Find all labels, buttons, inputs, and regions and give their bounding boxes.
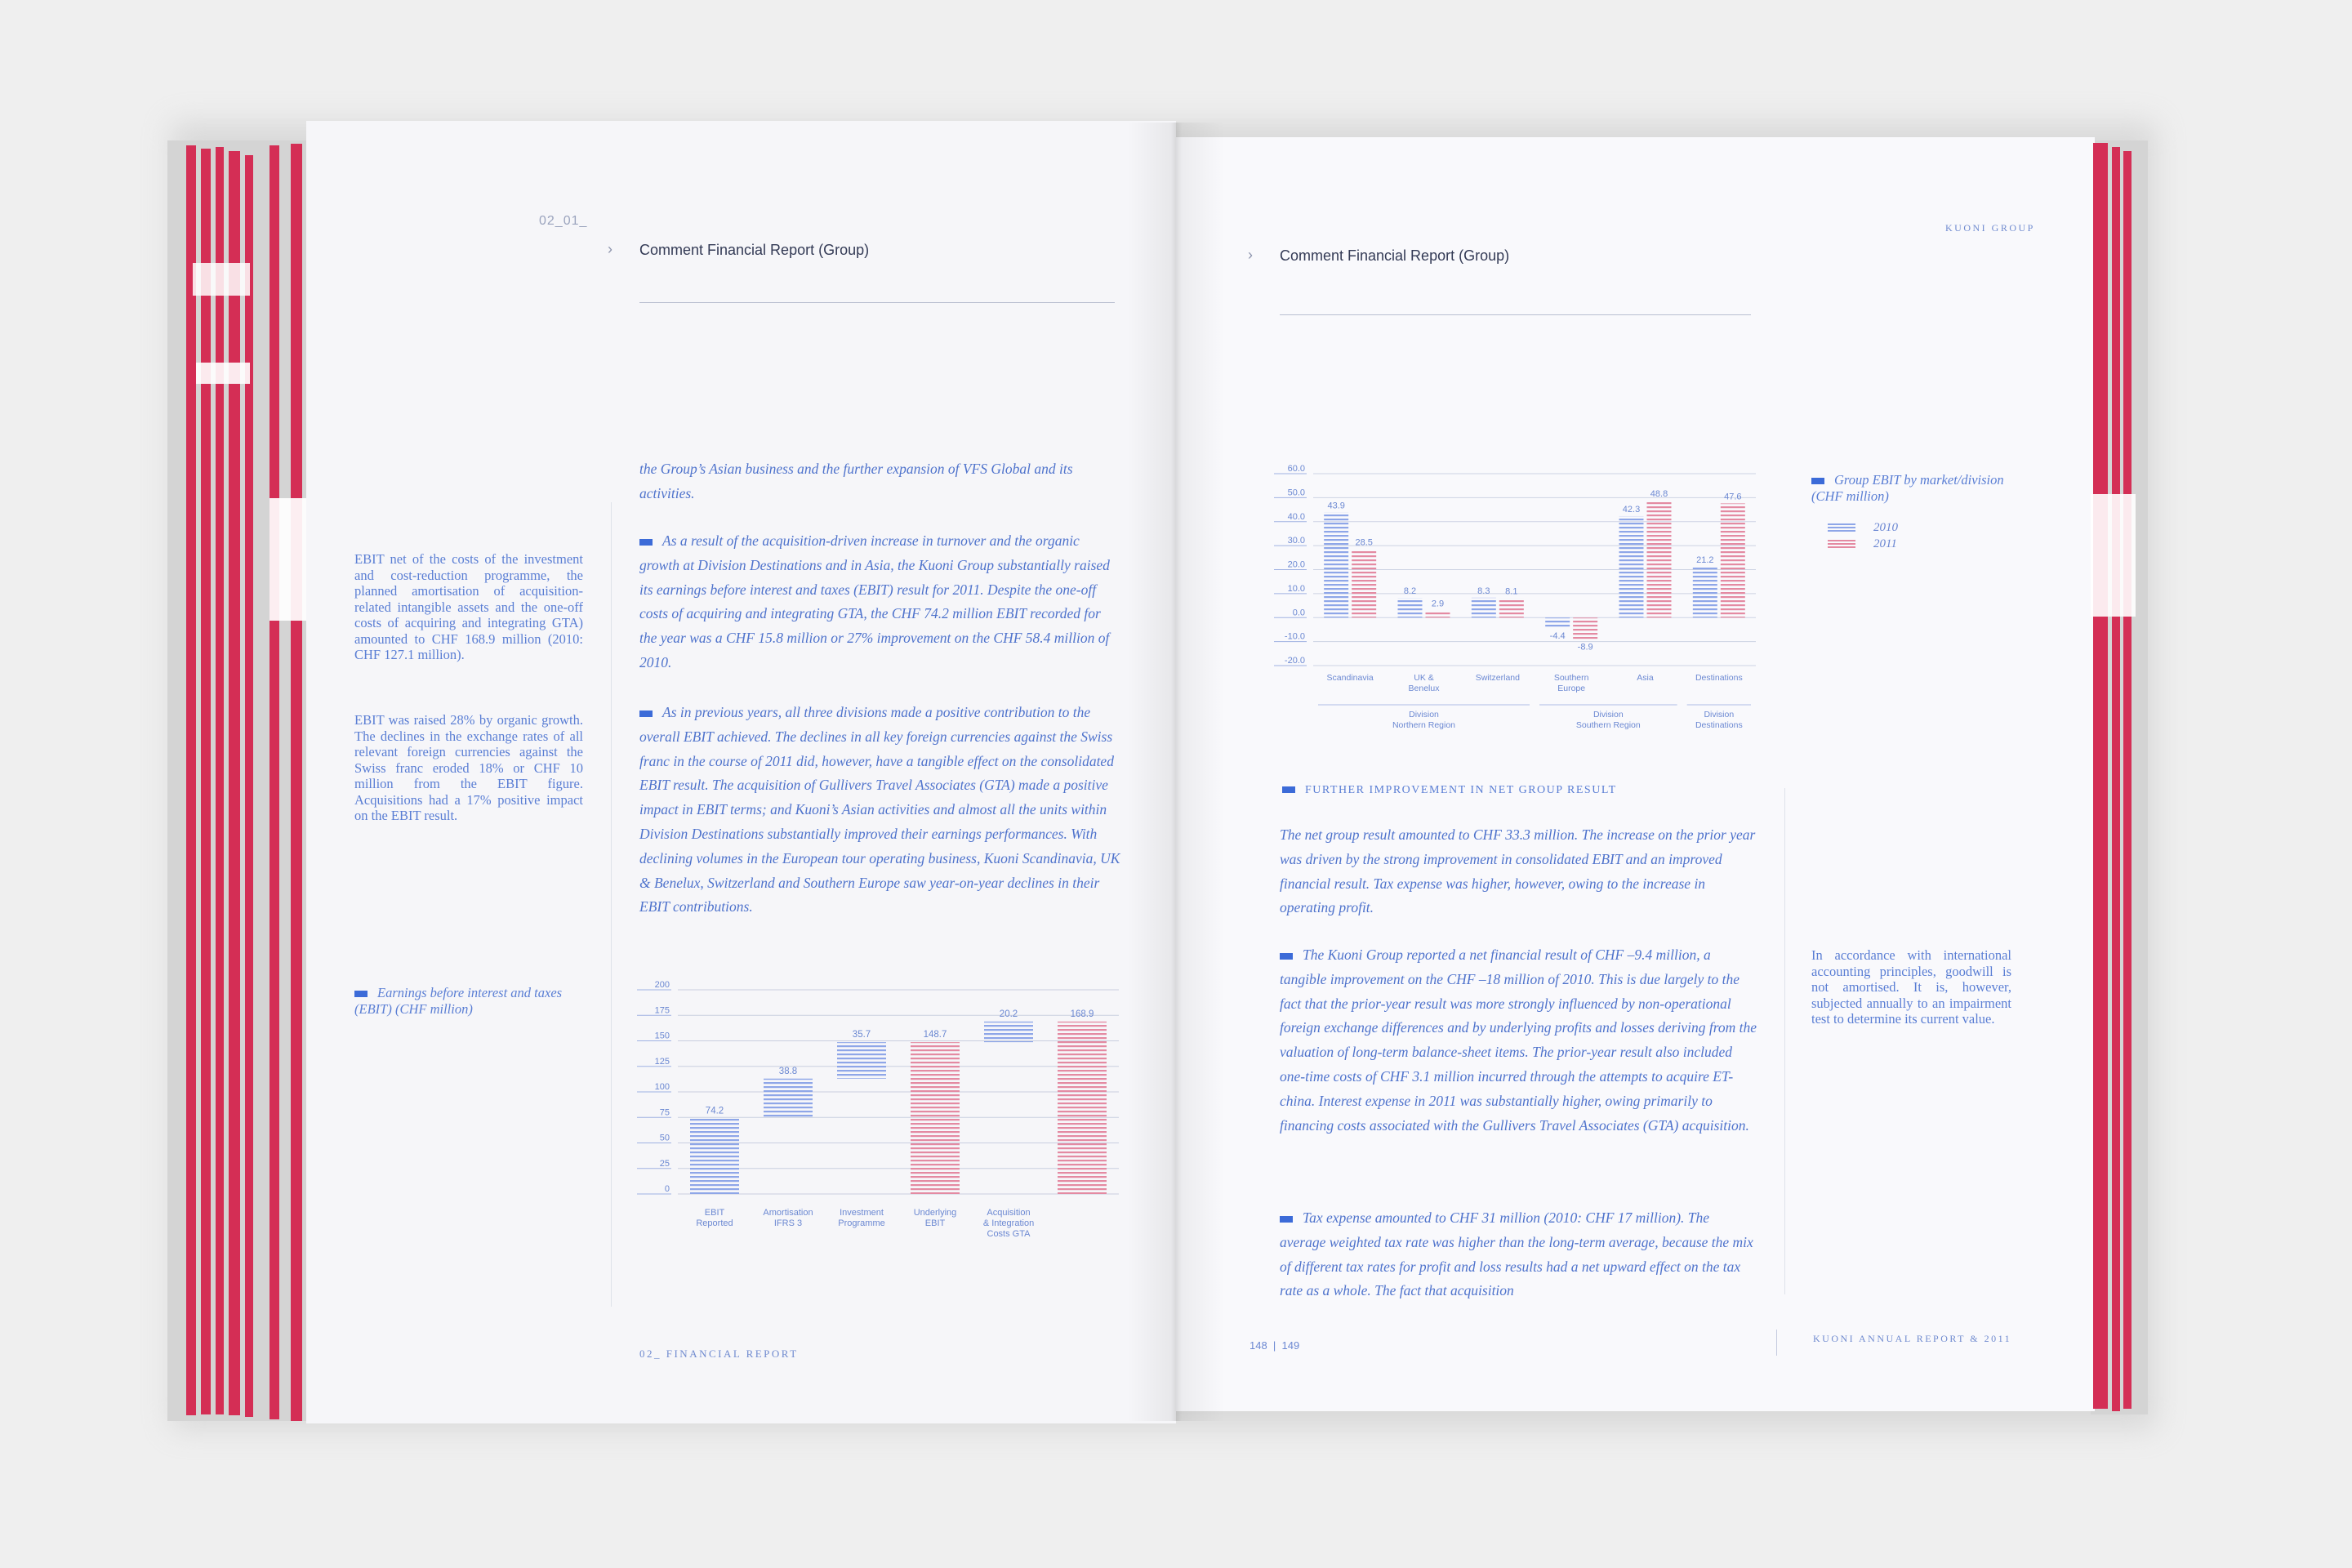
para-marker (1280, 953, 1293, 960)
bar-value-label: 74.2 (705, 1106, 724, 1116)
category-label: Benelux (1408, 684, 1440, 693)
bar-value-label: -8.9 (1577, 642, 1593, 653)
y-tick-label: 75 (659, 1107, 670, 1118)
bar-value-label: 47.6 (1724, 492, 1742, 502)
category-label: Investment (840, 1208, 884, 1218)
market-chart-caption (1811, 472, 2016, 504)
left-header-rule (639, 302, 1115, 303)
y-tick-label: 60.0 (1287, 464, 1305, 474)
y-tick-label: 25 (659, 1158, 670, 1169)
bar-value-label: 38.8 (778, 1066, 798, 1076)
y-tick-label: 50.0 (1287, 488, 1305, 498)
category-label: Europe (1557, 684, 1586, 693)
y-tick-label: -20.0 (1284, 656, 1305, 666)
side-note-ebit-net: EBIT net of the costs of the investment and cost-reduction programme, the planned amortisation of acquisition-related intangible assets and the one-off costs of acquiring and integrating GTA) amounted to CHF 168.9 million (2010: CHF 127.1 million). (354, 551, 583, 662)
category-label: EBIT (924, 1218, 946, 1228)
group-label: Southern Region (1575, 720, 1641, 730)
bar-value-label: 148.7 (923, 1030, 947, 1040)
legend-2010: 2010 (1873, 520, 1898, 534)
bar (1545, 617, 1570, 628)
footer-divider (1776, 1330, 1777, 1356)
bar-value-label: 21.2 (1696, 555, 1714, 565)
bar-value-label: 28.5 (1355, 537, 1373, 548)
bar-value-label: 8.3 (1477, 586, 1490, 596)
group-label: Division (1704, 710, 1735, 719)
group-label: Division (1592, 710, 1624, 719)
bar-value-label: 8.1 (1505, 586, 1518, 597)
bar-value-label: 168.9 (1070, 1009, 1094, 1019)
category-label: Southern (1553, 673, 1589, 683)
category-label: UK & (1414, 673, 1434, 683)
caption-marker (1811, 478, 1824, 484)
bar-value-label: -4.4 (1549, 631, 1566, 642)
bar (1647, 501, 1672, 617)
category-label: Switzerland (1475, 673, 1520, 683)
left-para-2-text: As a result of the acquisition-driven increase in turnover and the organic growth at Division Destinations and in Asia, the Kuoni Group substantially raised its earnings before interest and taxes (EBIT) result for 2011. Despite the one-off costs of acquiring and integrating GTA, the CHF 74.2 million EBIT recorded for the year was a CHF 15.8 million or 27% improvement on the CHF 58.4 million of 2010. (639, 532, 1110, 670)
category-label: EBIT (704, 1208, 725, 1218)
bar (1721, 503, 1745, 617)
y-tick-label: 20.0 (1287, 559, 1305, 570)
bar (1426, 611, 1450, 618)
caption-marker (354, 991, 368, 997)
category-label: Underlying (913, 1208, 957, 1218)
bar-value-label: 35.7 (852, 1030, 871, 1040)
bar-value-label: 2.9 (1431, 599, 1445, 609)
left-column-rule (611, 502, 612, 1307)
market-chart-caption-text: Group EBIT by market/division (CHF million) (1811, 472, 2004, 504)
category-label: Scandinavia (1326, 673, 1374, 683)
bar-value-label: 20.2 (999, 1009, 1018, 1019)
bar (837, 1042, 886, 1079)
y-tick-label: 0.0 (1292, 608, 1305, 618)
y-tick-label: 100 (654, 1082, 670, 1092)
bar (1324, 512, 1348, 617)
right-para-2-text: The Kuoni Group reported a net financial result of CHF –9.4 million, a tangible improvement on the CHF –18 million of 2010. This is due largely to the fact that the prior-year result was more strongly influenced by non-operational foreign exchange differences and by underlying profits and losses deriving from the valuation of long-term balance-sheet items. The prior-year result also included one-time costs of CHF 3.1 million incurred through the attempts to acquire ET-china. Interest expense in 2011 was substantially higher, owing primarily to financing costs associated with the Gullivers Travel Associates (GTA) acquisition. (1280, 947, 1757, 1134)
category-label: Amortisation (763, 1208, 813, 1218)
bar-value-label: 42.3 (1622, 504, 1641, 514)
legend-2011: 2011 (1873, 537, 1897, 550)
side-note-ebit-growth: EBIT was raised 28% by organic growth. The declines in the exchange rates of all relevant foreign currencies against the Swiss franc eroded 18% or CHF 10 million from the EBIT figure. Acquisitions had a 17% positive impact on the EBIT result. (354, 712, 583, 823)
right-para-3 (1280, 1206, 1757, 1303)
bar (911, 1042, 960, 1194)
category-label: Destinations (1695, 673, 1743, 683)
section-number: 02_01_ (539, 214, 588, 228)
y-tick-label: 125 (654, 1056, 670, 1067)
para-marker (639, 710, 653, 717)
bar (764, 1079, 813, 1119)
bar (984, 1022, 1033, 1042)
section-heading (1282, 781, 1617, 797)
para-marker (639, 539, 653, 546)
y-tick-label: 0 (664, 1184, 670, 1194)
category-label: Programme (838, 1218, 885, 1228)
bar-value-label: 8.2 (1403, 586, 1417, 597)
category-label: Costs GTA (987, 1229, 1031, 1239)
left-para-3-text: As in previous years, all three divisions made a positive contribution to the overall EBIT achieved. The declines in all key foreign currencies against the Swiss franc in the course of 2011 did, however, have a tangible effect on the consolidated EBIT result. The acquisition of Gullivers Travel Associates (GTA) made a positive impact in EBIT terms; and Kuoni’s Asian activities and almost all the units within Division Destinations substantially improved their earnings performances. With declining volumes in the European tour operating business, Kuoni Scandinavia, UK & Benelux, Switzerland and Southern Europe saw year-on-year declines in their EBIT contributions. (639, 704, 1120, 915)
y-tick-label: 50 (659, 1133, 670, 1143)
market-ebit-chart (1274, 457, 1764, 751)
right-para-3-text: Tax expense amounted to CHF 31 million (2010: CHF 17 million). The average weighted tax rate was higher than the long-term average, because the mix of different tax rates for profit and loss results had a net upward effect on the tax rate as a whole. The fact that acquisition (1280, 1209, 1753, 1299)
bar (690, 1118, 739, 1194)
category-label: Asia (1637, 673, 1654, 683)
right-column-rule (1784, 788, 1785, 1294)
para-marker (1280, 1216, 1293, 1223)
y-tick-label: 175 (654, 1005, 670, 1016)
right-para-1: The net group result amounted to CHF 33.3 million. The increase on the prior year was driven by the strong improvement in consolidated EBIT and an improved financial result. Tax expense was higher, however, owing to the increase in operating profit. (1280, 826, 1756, 916)
left-header-title: Comment Financial Report (Group) (639, 242, 870, 258)
ebit-chart-caption-text: Earnings before interest and taxes (EBIT) (CHF million) (354, 985, 563, 1017)
category-label: & Integration (982, 1218, 1035, 1228)
right-footer: KUONI ANNUAL REPORT & 2011 (1813, 1333, 2012, 1344)
bar (1352, 550, 1376, 618)
legend-2010-swatch (1828, 523, 1855, 532)
right-para-2 (1280, 943, 1757, 1138)
y-tick-label: 40.0 (1287, 511, 1305, 522)
bar (1058, 1022, 1107, 1194)
y-tick-label: 10.0 (1287, 583, 1305, 594)
y-tick-label: 200 (654, 980, 670, 990)
category-label: Acquisition (987, 1208, 1031, 1218)
bar (1499, 598, 1524, 617)
bar (1693, 567, 1717, 617)
y-tick-label: 30.0 (1287, 536, 1305, 546)
group-label: Northern Region (1392, 720, 1456, 730)
header-arrow: › (1248, 247, 1253, 263)
right-header-rule (1280, 314, 1751, 315)
right-header-title: Comment Financial Report (Group) (1280, 247, 1510, 264)
gutter-shadow (1127, 122, 1225, 1421)
page-numbers: 148 | 149 (1250, 1339, 1300, 1352)
bar (1573, 617, 1597, 639)
heading-marker (1282, 786, 1295, 793)
ebit-waterfall-chart (637, 980, 1127, 1258)
left-footer: 02_ FINANCIAL REPORT (639, 1348, 799, 1360)
bar (1619, 516, 1644, 617)
bar (1472, 598, 1496, 617)
section-heading-text: FURTHER IMPROVEMENT IN NET GROUP RESULT (1305, 784, 1617, 796)
left-para-2 (639, 529, 1121, 675)
chart-legend (1828, 519, 1898, 552)
group-label: Division (1409, 710, 1439, 719)
y-tick-label: -10.0 (1284, 631, 1305, 642)
right-side-note: In accordance with international accounting principles, goodwill is not amortised. It is, however, subjected annually to an impairment test to determine its current value. (1811, 947, 2011, 1027)
header-arrow: › (608, 241, 612, 257)
y-tick-label: 150 (654, 1031, 670, 1041)
left-para-3 (639, 701, 1121, 920)
legend-2011-swatch (1828, 540, 1855, 548)
group-label: Destinations (1695, 720, 1743, 730)
left-para-1: the Group’s Asian business and the further expansion of VFS Global and its activities. (639, 461, 1073, 501)
category-label: IFRS 3 (773, 1218, 803, 1228)
bar (1398, 598, 1423, 617)
ebit-chart-caption (354, 985, 591, 1017)
category-label: Reported (696, 1218, 733, 1228)
bar-value-label: 48.8 (1650, 488, 1668, 499)
bar-value-label: 43.9 (1327, 501, 1345, 511)
brand-label: KUONI GROUP (1945, 222, 2035, 234)
